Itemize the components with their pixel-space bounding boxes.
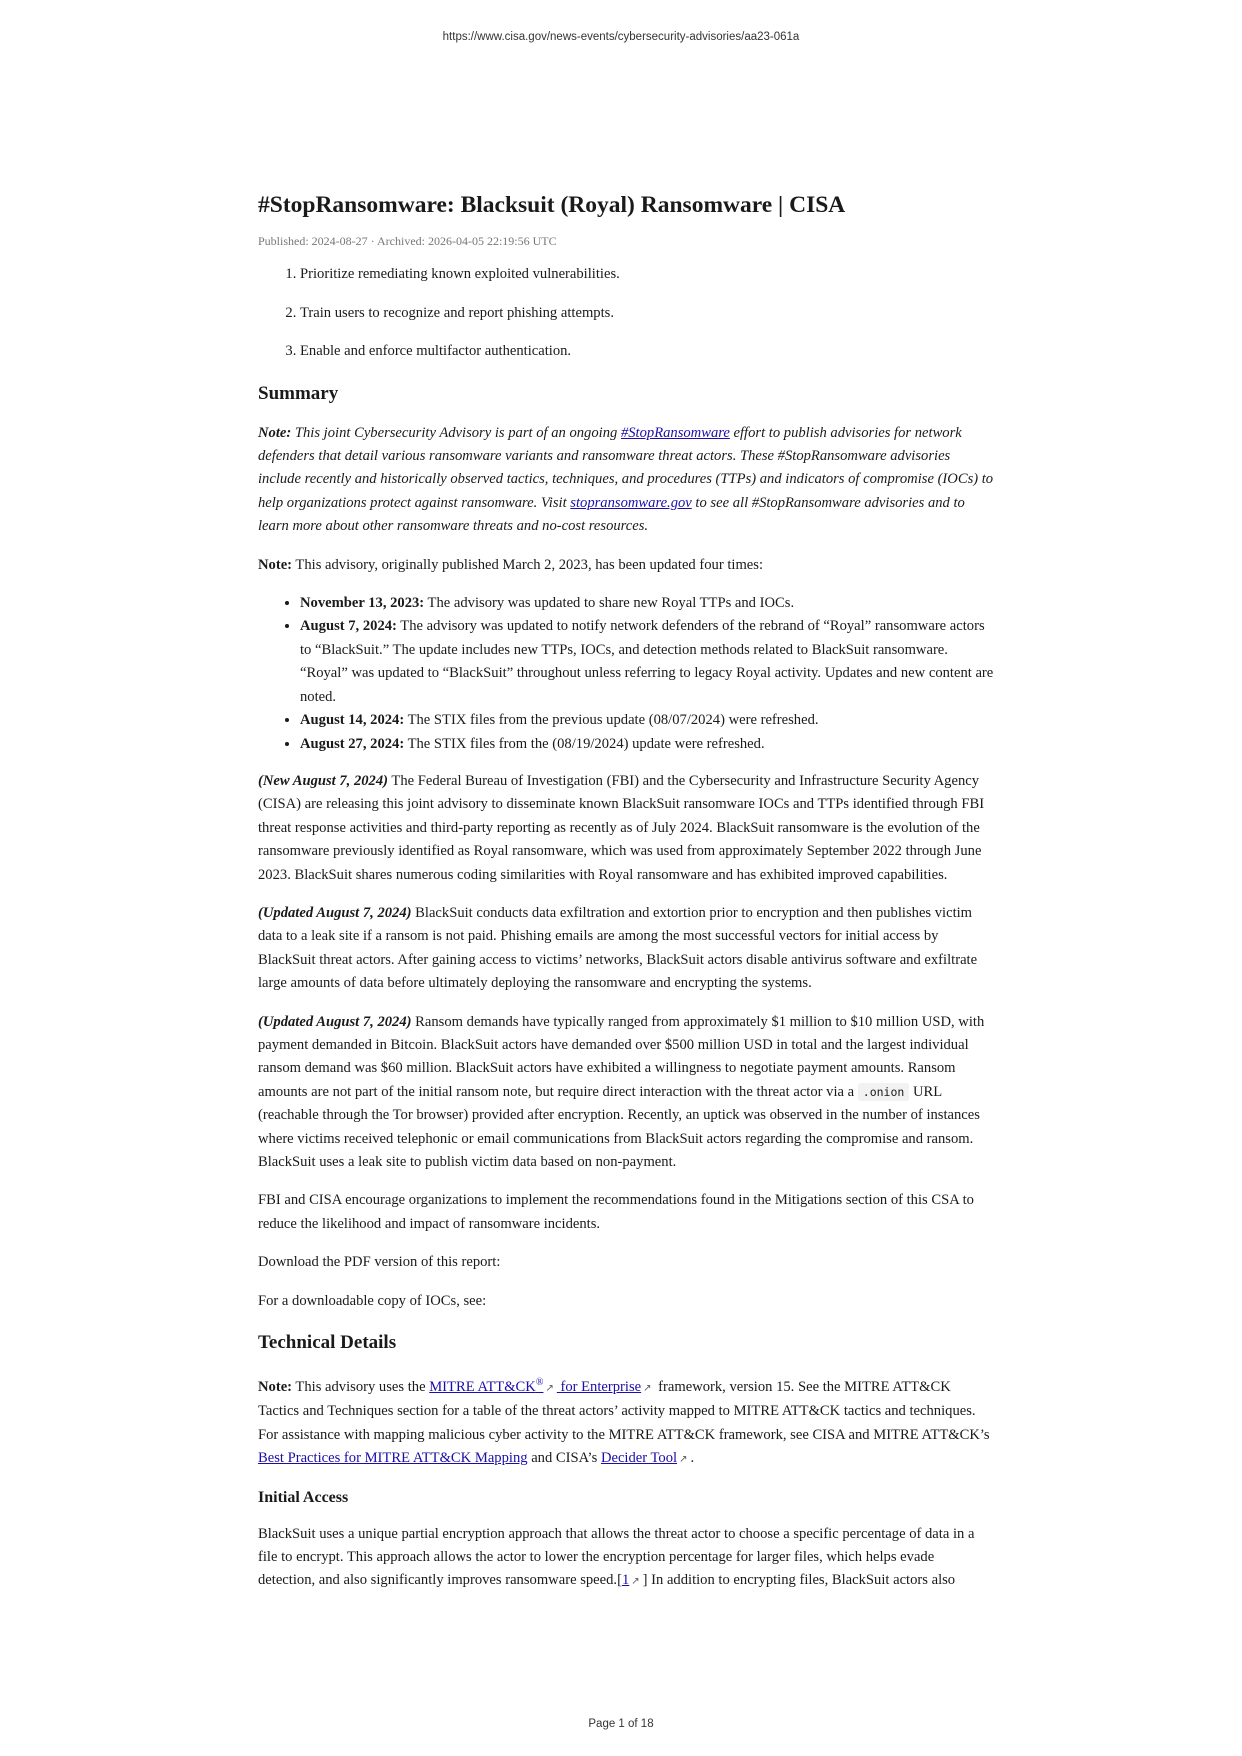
page-url: https://www.cisa.gov/news-events/cybersecurity-advisories/aa23-061a	[442, 31, 800, 43]
list-item: 2. Train users to recognize and report phishing attempts.	[300, 302, 994, 325]
update-date: August 27, 2024:	[300, 735, 405, 752]
best-practices-link[interactable]: Best Practices for MITRE ATT&CK Mapping	[258, 1450, 528, 1467]
text: effort to publish advisories for network defenders that detail various ransomware variants and ransomware threat actors. These #StopRansomware advisories include recently and historically observed tactics, techniques, and procedures (TTPs) and indicators of compromise (IOCs) to help organizations protect against ransomware. Visit	[258, 424, 994, 511]
external-link-icon: ↗	[631, 1576, 640, 1588]
note-label: Note:	[258, 424, 292, 441]
text: This advisory uses the	[292, 1378, 430, 1395]
list-item	[300, 733, 994, 756]
list-item	[300, 615, 994, 709]
publish-meta: Published: 2024-08-27 · Archived: 2026-04-05 22:19:56 UTC	[258, 234, 557, 248]
paragraph	[258, 1523, 994, 1594]
list-item	[300, 592, 994, 615]
note-label: Note:	[258, 556, 293, 573]
paragraph: FBI and CISA encourage organizations to implement the recommendations found in the Mitigations section of this CSA to reduce the likelihood and impact of ransomware incidents.	[258, 1192, 974, 1232]
inline-code: .onion	[858, 1083, 910, 1101]
external-link-icon: ↗	[643, 1382, 652, 1394]
note-mitre	[258, 1371, 994, 1471]
list-item	[300, 709, 994, 732]
text: framework, version 15. See the MITRE ATT&CK Tactics and Techniques section for a table of the threat actors’ activity mapped to MITRE ATT&CK tactics and techniques. For assistance with mapping malicious cyber activity to the MITRE ATT&CK framework, see CISA and MITRE ATT&CK’s	[258, 1378, 990, 1443]
for-enterprise-link[interactable]: for Enterprise	[556, 1378, 642, 1395]
updates-list	[258, 592, 994, 756]
document-body	[258, 190, 994, 1609]
initial-access-heading: Initial Access	[258, 1488, 349, 1506]
text: This advisory, originally published March 2, 2023, has been updated four times:	[292, 556, 764, 573]
external-link-icon: ↗	[679, 1454, 688, 1466]
paragraph: For a downloadable copy of IOCs, see:	[258, 1292, 487, 1309]
text: URL (reachable through the Tor browser) provided after encryption. Recently, an uptick was observed in the number of instances where victims received telephonic or email communications from BlackSuit actors regarding the compromise and ransom. BlackSuit uses a leak site to publish victim data based on non-payment.	[258, 1083, 980, 1170]
paragraph	[258, 902, 994, 996]
top-recommendations-list	[258, 263, 994, 363]
text: The advisory was updated to notify network defenders of the rebrand of “Royal” ransomware actors to “BlackSuit.” The update includes new TTPs, IOCs, and detection methods related to BlackSuit ransomware. “Royal” was updated to “BlackSuit” throughout unless referring to legacy Royal activity. Updates and new content are noted.	[300, 618, 994, 705]
page-title: #StopRansomware: Blacksuit (Royal) Ransomware | CISA	[258, 192, 846, 218]
text: ] In addition to encrypting files, BlackSuit actors also	[642, 1572, 956, 1589]
text: to see all #StopRansomware advisories and to learn more about other ransomware threats and no-cost resources.	[258, 494, 965, 535]
summary-heading: Summary	[258, 382, 339, 404]
text: The advisory was updated to share new Royal TTPs and IOCs.	[424, 595, 795, 612]
paragraph: Download the PDF version of this report:	[258, 1254, 501, 1271]
text: This joint Cybersecurity Advisory is part of an ongoing	[291, 424, 621, 441]
update-date: November 13, 2023:	[300, 595, 425, 612]
paragraph	[258, 1011, 994, 1175]
list-item: 1. Prioritize remediating known exploited vulnerabilities.	[300, 263, 994, 286]
technical-details-heading: Technical Details	[258, 1332, 397, 1354]
update-date: August 7, 2024:	[300, 618, 397, 635]
page-number: Page 1 of 18	[588, 1718, 654, 1730]
text: BlackSuit conducts data exfiltration and extortion prior to encryption and then publishes victim data to a leak site if a ransom is not paid. Phishing emails are among the most successful vectors for initial access by BlackSuit threat actors. After gaining access to victims’ networks, BlackSuit actors disable antivirus software and exfiltrate large amounts of data before ultimately deploying the ransomware and encrypting the systems.	[258, 904, 978, 992]
stopransomware-gov-link[interactable]: stopransomware.gov	[570, 494, 692, 511]
update-tag: (Updated August 7, 2024)	[258, 1013, 412, 1030]
text: .	[690, 1450, 695, 1467]
text: BlackSuit uses a unique partial encryption approach that allows the threat actor to choose a specific percentage of data in a file to encrypt. This approach allows the actor to lower the encryption percentage for larger files, which helps evade detection, and also significantly improves ransomware speed.[	[258, 1525, 975, 1589]
note-stopransomware	[258, 422, 994, 539]
decider-tool-link[interactable]: Decider Tool	[600, 1450, 678, 1467]
list-item: 3. Enable and enforce multifactor authentication.	[300, 340, 994, 363]
stopransomware-link[interactable]: #StopRansomware	[620, 424, 730, 441]
update-tag: (New August 7, 2024)	[258, 772, 389, 789]
update-date: August 14, 2024:	[300, 712, 405, 729]
note-updates	[258, 554, 994, 577]
reference-link[interactable]: 1	[621, 1572, 630, 1589]
mitre-attack-link[interactable]	[429, 1379, 543, 1395]
note-label: Note:	[258, 1378, 293, 1395]
text: and CISA’s	[527, 1450, 601, 1467]
update-tag: (Updated August 7, 2024)	[258, 904, 412, 921]
text: The STIX files from the (08/19/2024) update were refreshed.	[404, 735, 765, 752]
external-link-icon: ↗	[545, 1382, 554, 1394]
registered-mark: ®	[535, 1377, 544, 1389]
text: The STIX files from the previous update (08/07/2024) were refreshed.	[404, 712, 819, 729]
text: Ransom demands have typically ranged from approximately $1 million to $10 million USD, with payment demanded in Bitcoin. BlackSuit actors have demanded over $500 million USD in total and the largest individual ransom demand was $60 million. BlackSuit actors have exhibited a willingness to negotiate payment amounts. Ransom amounts are not part of the initial ransom note, but require direct interaction with the threat actor via a	[258, 1013, 985, 1100]
link-text: MITRE ATT&CK	[429, 1378, 536, 1395]
text: The Federal Bureau of Investigation (FBI) and the Cybersecurity and Infrastructure Security Agency (CISA) are releasing this joint advisory to disseminate known BlackSuit ransomware IOCs and TTPs identified through FBI threat response activities and third-party reporting as recently as of July 2024. BlackSuit ransomware is the evolution of the ransomware previously identified as Royal ransomware, which was used from approximately September 2022 through June 2023. BlackSuit shares numerous coding similarities with Royal ransomware and has exhibited improved capabilities.	[258, 772, 985, 883]
paragraph	[258, 770, 994, 887]
